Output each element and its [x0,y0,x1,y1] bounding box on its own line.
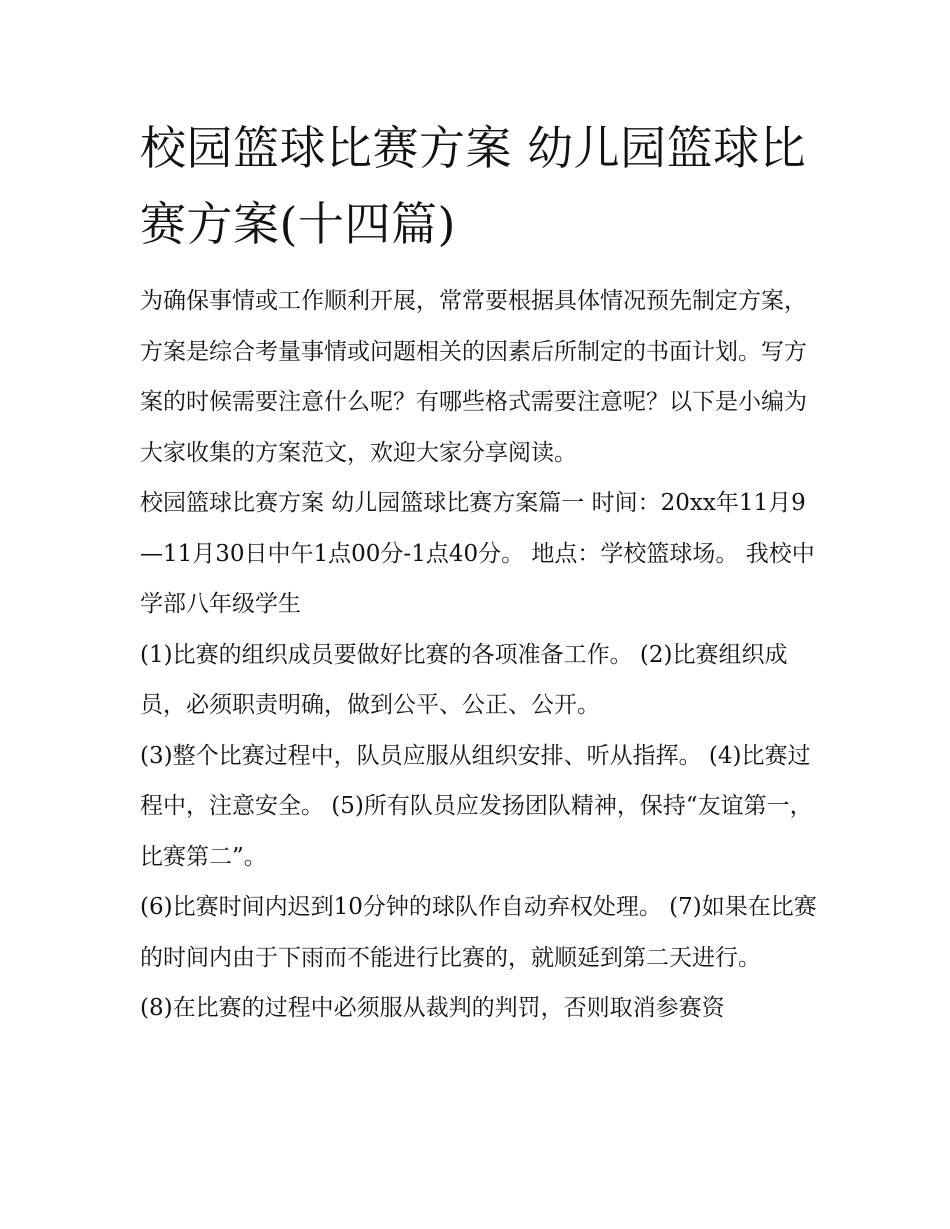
paragraph-rule-8: (8)在比赛的过程中必须服从裁判的判罚，否则取消参赛资 [140,995,725,1021]
paragraph-intro: 为确保事情或工作顺利开展，常常要根据具体情况预先制定方案，方案是综合考量事情或问题相关的因素后所制定的书面计划。写方案的时候需要注意什么呢？有哪些格式需要注意呢？以下是小编为大家收集的方案范文，欢迎大家分享阅读。 [140,288,807,466]
paragraph-rules-3-5: (3)整个比赛过程中，队员应服从组织安排、听从指挥。 (4)比赛过程中，注意安全。 (5)所有队员应发扬团队精神，保持“友谊第一，比赛第二”。 [140,742,813,870]
paragraph-time-location: 校园篮球比赛方案 幼儿园篮球比赛方案篇一 时间：20xx年11月9—11月30日中午1点00分-1点40分。 地点：学校篮球场。 我校中学部八年级学生 [140,490,815,617]
paragraph-rules-1-2: (1)比赛的组织成员要做好比赛的各项准备工作。 (2)比赛组织成员，必须职责明确，做到公平、公正、公开。 [140,641,788,718]
document-page [140,110,820,1034]
paragraph-rules-6-7: (6)比赛时间内迟到10分钟的球队作自动弃权处理。 (7)如果在比赛的时间内由于下雨而不能进行比赛的，就顺延到第二天进行。 [140,894,817,971]
document-title: 校园篮球比赛方案 幼儿园篮球比赛方案(十四篇) [140,121,807,251]
